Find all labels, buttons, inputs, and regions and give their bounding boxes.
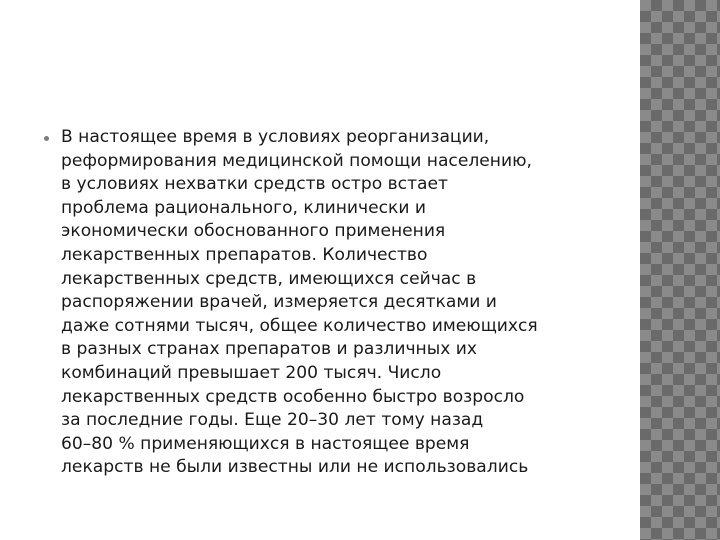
text-line: распоряжении врачей, измеряется десятками и <box>61 292 497 313</box>
bullet-item <box>44 126 634 480</box>
text-line: экономически обоснованного применения <box>61 221 446 242</box>
text-line: 60–80 % применяющихся в настоящее время <box>61 433 470 454</box>
text-line: комбинаций превышает 200 тысяч. Число <box>61 362 442 383</box>
text-line: лекарств не были известны или не использовались <box>61 457 529 478</box>
text-line: лекарственных средств особенно быстро возросло <box>61 386 525 407</box>
bullet-text <box>61 126 538 480</box>
decorative-pattern-strip <box>640 0 720 540</box>
bullet-icon <box>44 136 49 141</box>
text-line: в условиях нехватки средств остро встает <box>61 174 448 195</box>
text-line: проблема рационального, клинически и <box>61 197 427 218</box>
text-line: даже сотнями тысяч, общее количество имеющихся <box>61 315 538 336</box>
text-line: лекарственных средств, имеющихся сейчас в <box>61 268 477 289</box>
text-line: реформирования медицинской помощи населению, <box>61 150 532 171</box>
text-line: лекарственных препаратов. Количество <box>61 244 428 265</box>
text-line: в разных странах препаратов и различных их <box>61 339 478 360</box>
slide-content <box>44 126 634 480</box>
text-line: за последние годы. Еще 20–30 лет тому назад <box>61 410 484 431</box>
text-line: В настоящее время в условиях реорганизации, <box>61 127 490 147</box>
